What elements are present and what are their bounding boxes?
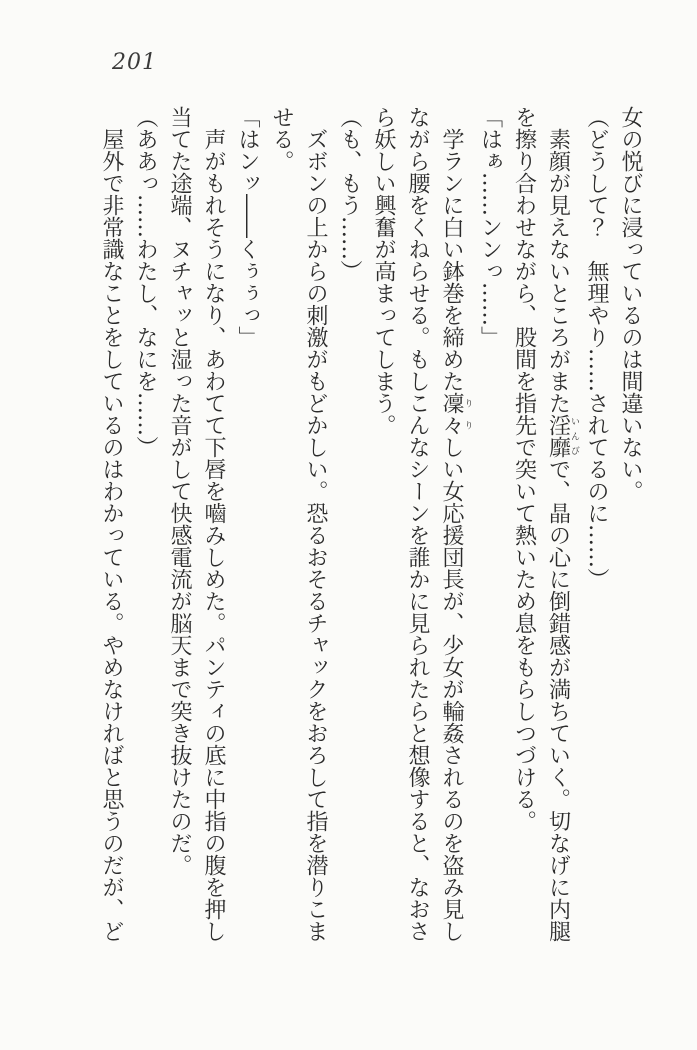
paragraph-narrative: 素顔が見えないところがまた淫靡いんびで、晶の心に倒錯感が満ちていく。切なげに内腿を擦り合わせながら、股間を指先で突いて熱いため息をもらしつづける。 xyxy=(511,106,579,942)
paragraph-dialogue: 「はンッ――くぅぅっ」 xyxy=(235,106,260,348)
page-number: 201 xyxy=(112,50,157,75)
paragraph-narrative: 声がもれそうになり、あわてて下唇を嚙みしめた。パンティの底に中指の腹を押し当てた途端、ヌチャッと湿った音がして快感電流が脳天まで突き抜けたのだ。 xyxy=(167,106,226,942)
page-text xyxy=(94,106,647,946)
paragraph-thought: （ああっ……わたし、なにを……） xyxy=(133,106,158,458)
paragraph-thought: （も、もう……） xyxy=(337,106,362,282)
paragraph-narrative: 屋外で非常識なことをしているのはわかっている。やめなければと思うのだが、ど xyxy=(99,128,124,942)
paragraph-narrative: 学ランに白い鉢巻を締めた凜々りりしい女応援団長が、少女が輪姦されるのを盗み見しながら腰をくねらせる。もしこんなシーンを誰かに見られたらと想像すると、なおさら妖しい興奮が高まってしまう。 xyxy=(371,106,473,942)
paragraph-dialogue: 「はぁ……ンンっ……」 xyxy=(477,106,503,348)
paragraph-thought: （どうして？ 無理やり……されてるのに……） xyxy=(584,106,609,590)
paragraph-continuation: 女の悦びに浸っているのは間違いない。 xyxy=(618,106,643,502)
paragraph-narrative: ズボンの上からの刺激がもどかしい。恐るおそるチャックをおろして指を潜りこませる。 xyxy=(269,106,328,942)
